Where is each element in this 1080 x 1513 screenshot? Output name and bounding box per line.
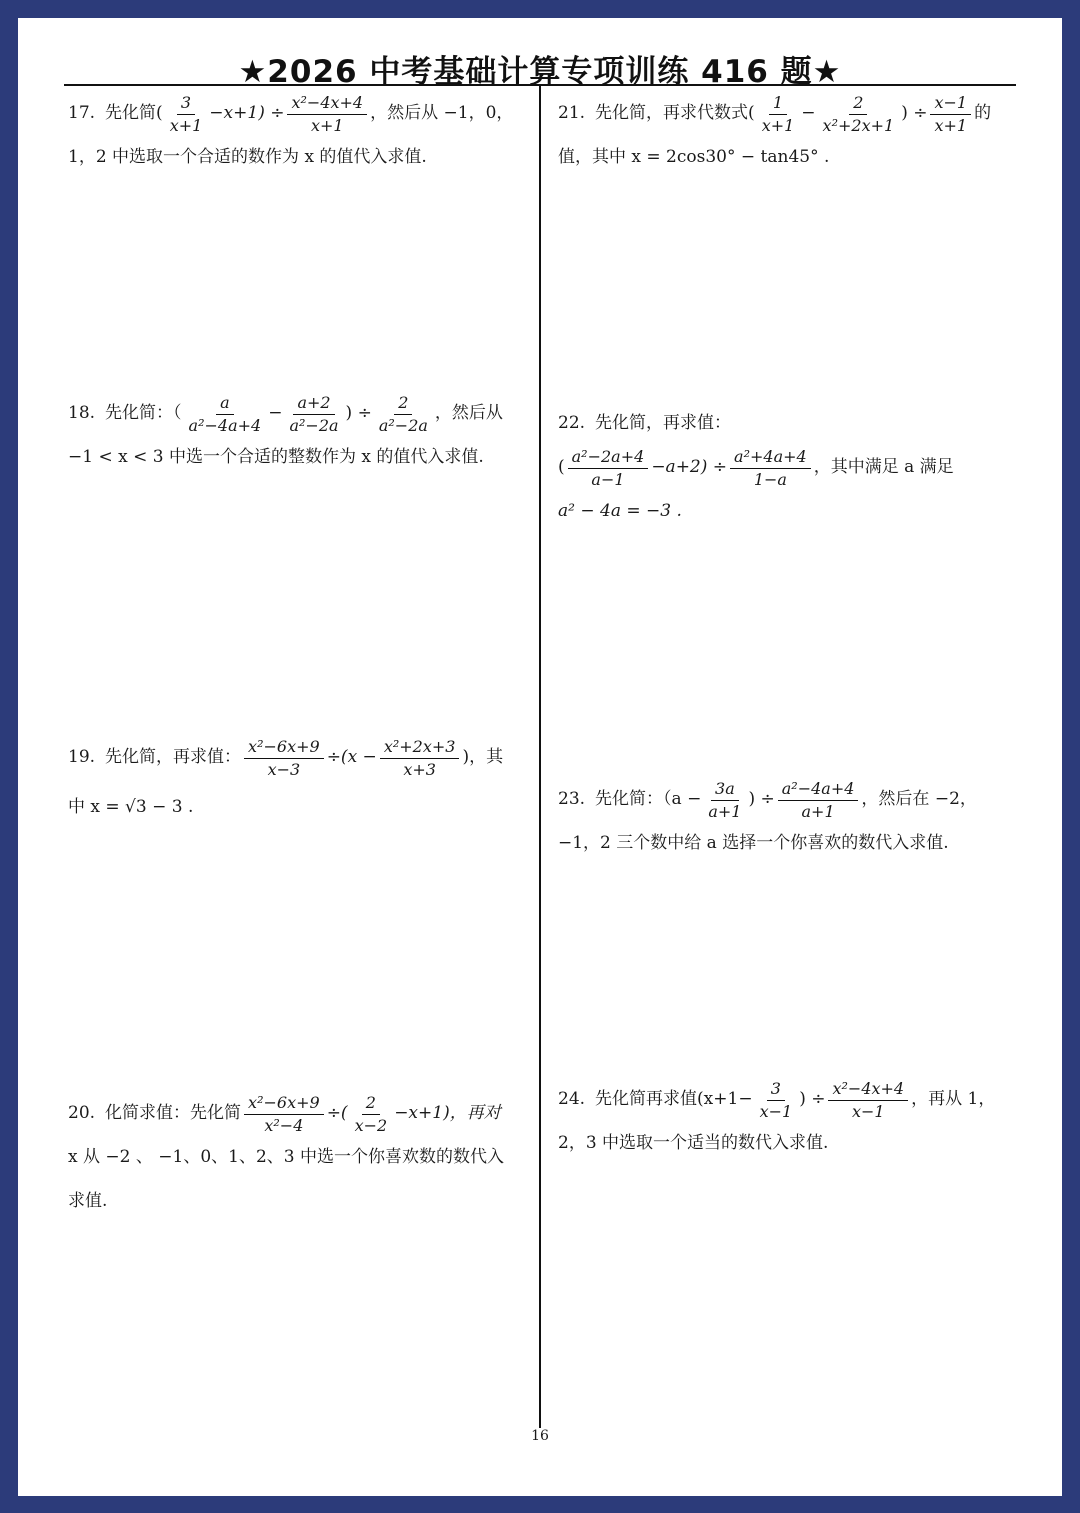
fraction: $\frac{\text{x²−6x+9}}{x-3}$ (244, 737, 324, 780)
problem-text: ，然后从 (434, 403, 503, 424)
problem-text: ÷(x − (326, 747, 377, 768)
problem-number: 22. (558, 413, 586, 434)
problem-18: 18. 先化简：（ $\frac{a}{\text{a²−4a+4}}$ − $\frac{a+2}{\text{a²−2a}}$ ) ÷ $\frac{2}{\text{a²−2a}}$ ，然后从 −1 < x < 3 中选一个合适的整数作为 x 的值代入求值. (68, 392, 503, 480)
worksheet-page (18, 18, 1062, 1496)
fraction: $\frac{\text{a²−2a+4}}{a-1}$ (568, 447, 649, 490)
problem-22: 22. 先化简，再求值： ( $\frac{\text{a²−2a+4}}{a-1}$ −a+2) ÷ $\frac{\text{a²+4a+4}}{1-a}$ ，其中满足 a 满足 a² − 4a = −3 . (558, 402, 954, 534)
problem-text: 先化简，再求值： (105, 747, 242, 768)
problem-number: 18. (68, 403, 96, 424)
problem-text: ÷( (326, 1103, 348, 1124)
problem-number: 19. (68, 747, 96, 768)
problem-text: ) ÷ (748, 789, 775, 810)
problem-23 (558, 778, 977, 866)
fraction: $\frac{3}{x-1}$ (759, 1078, 793, 1121)
problem-number: 23. (558, 789, 586, 810)
problem-text: 先化简，再求代数式( (595, 103, 755, 124)
fraction: $\frac{\text{a²−4a+4}}{a+1}$ (778, 779, 859, 822)
fraction: $\frac{3}{x+1}$ (169, 92, 203, 135)
fraction: $\frac{3a}{a+1}$ (708, 778, 742, 821)
problem-17: 17. 先化简 ( $\frac{3}{x+1}$ −x+1) ÷ $\frac{\text{x²−4x+4}}{x+1}$ ，然后从 −1，0， 1，2 中选取一个合适的数作为 x 的值代入求值. (68, 92, 513, 180)
problem-text: −x+1)，再对 (394, 1103, 501, 1124)
problem-text: −x+1) ÷ (209, 103, 285, 124)
fraction: $\frac{x-1}{x+1}$ (930, 93, 971, 136)
fraction: $\frac{\text{x²+2x+3}}{x+3}$ (380, 737, 460, 780)
problem-text: −1，2 三个数中给 a 选择一个你喜欢的数代入求值. (558, 833, 949, 854)
problem-24 (558, 1078, 995, 1166)
fraction: $\frac{\text{a²+4a+4}}{1-a}$ (730, 447, 811, 490)
problem-text: 求值. (68, 1191, 108, 1212)
problem-19 (68, 736, 503, 830)
problem-text: −a+2) ÷ (651, 457, 728, 478)
fraction: $\frac{2}{\text{a²−2a}}$ (378, 392, 428, 435)
fraction: $\frac{a}{\text{a²−4a+4}}$ (188, 392, 262, 435)
page-number: 16 (531, 1428, 549, 1444)
problem-number: 21. (558, 103, 586, 124)
fraction: $\frac{2}{x-2}$ (354, 1092, 388, 1135)
problem-text: ，再从 1， (911, 1089, 996, 1110)
fraction: $\frac{\text{x²−4x+4}}{x+1}$ (287, 93, 367, 136)
problem-text: 先化简：（a − (595, 789, 702, 810)
problem-text: 1，2 中选取一个合适的数作为 x 的值代入求值. (68, 147, 427, 168)
problem-text: 中 x = √3 − 3 . (68, 797, 194, 818)
fraction: $\frac{1}{x+1}$ (761, 92, 795, 135)
fraction: $\frac{\text{x²−4x+4}}{x-1}$ (828, 1079, 908, 1122)
problem-text: ，然后从 −1，0， (370, 103, 514, 124)
problem-number: 20. (68, 1103, 96, 1124)
problem-text: −1 < x < 3 中选一个合适的整数作为 x 的值代入求值. (68, 447, 484, 468)
problem-text: 先化简 (105, 103, 157, 124)
problem-text: ) ÷ (901, 103, 928, 124)
fraction: $\frac{a+2}{\text{a²−2a}}$ (289, 392, 339, 435)
problem-text: 值，其中 x = 2cos30° − tan45° . (558, 147, 830, 168)
problem-text: 先化简，再求值： (595, 413, 732, 434)
problem-text: ) ÷ (799, 1089, 826, 1110)
problem-text: 化简求值：先化简 (105, 1103, 242, 1124)
problem-number: 17. (68, 103, 96, 124)
problem-text: 2，3 中选取一个适当的数代入求值. (558, 1133, 829, 1154)
problem-text: )，其 (462, 747, 504, 768)
problem-text: x 从 −2 、 −1、0、1、2、3 中选一个你喜欢数的数代入 (68, 1147, 504, 1168)
problem-number: 24. (558, 1089, 586, 1110)
problem-text: ，其中满足 a 满足 (813, 457, 954, 478)
problem-text: a² − 4a = −3 . (558, 501, 682, 522)
problem-text: 先化简：（ (105, 403, 182, 424)
fraction: $\frac{\text{x²−6x+9}}{\text{x²−4}}$ (244, 1093, 324, 1136)
fraction: $\frac{2}{\text{x²+2x+1}}$ (822, 92, 895, 135)
problem-21: 21. 先化简，再求代数式( $\frac{1}{x+1}$ − $\frac{2}{\text{x²+2x+1}}$ ) ÷ $\frac{x-1}{x+1}$ 的 值，其中 x = 2cos30° − tan45° . (558, 92, 991, 180)
problem-20 (68, 1092, 504, 1224)
page-title: ★2026 中考基础计算专项训练 416 题★ (238, 54, 842, 90)
column-divider (539, 84, 541, 1428)
problem-text: ，然后在 −2， (861, 789, 977, 810)
problem-text: 的 (974, 103, 992, 124)
problem-text: 先化简再求值(x+1− (595, 1089, 753, 1110)
